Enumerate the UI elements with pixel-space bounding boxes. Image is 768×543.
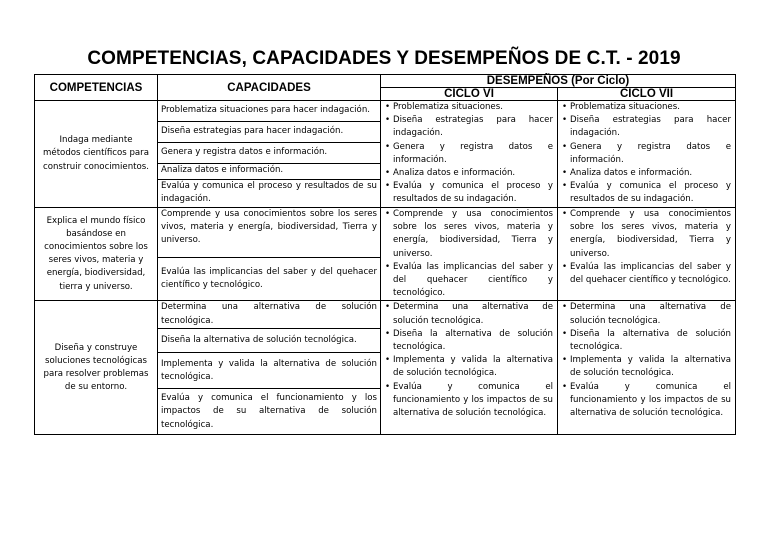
desempeno-ciclo-vii — [558, 101, 736, 208]
desempeno-ciclo-vi — [381, 301, 558, 435]
header-capacidades: CAPACIDADES — [158, 75, 381, 101]
desempeno-ciclo-vii — [558, 301, 736, 435]
desempeno-item: • Evalúa las implicancias del saber y del quehacer científico y tecnológico. — [561, 261, 731, 287]
competencia-indaga: Indaga mediante métodos científicos para construir conocimientos. — [35, 101, 158, 208]
capacidad-cell: Diseña la alternativa de solución tecnológica. — [158, 329, 381, 353]
desempeno-item: • Comprende y usa conocimientos sobre los seres vivos, materia y energía, biodiversidad, Tierra y universo. — [384, 208, 553, 261]
desempeno-item: • Problematiza situaciones. — [561, 101, 731, 114]
desempeno-ciclo-vi — [381, 101, 558, 208]
header-competencias: COMPETENCIAS — [35, 75, 158, 101]
desempeno-item: • Implementa y valida la alternativa de solución tecnológica. — [384, 354, 553, 380]
header-desempenos: DESEMPEÑOS (Por Ciclo) — [381, 75, 736, 88]
page-title: COMPETENCIAS, CAPACIDADES Y DESEMPEÑOS DE C.T. - 2019 — [87, 48, 681, 69]
desempeno-ciclo-vii — [558, 208, 736, 301]
desempeno-item: • Analiza datos e información. — [384, 167, 553, 180]
desempeno-item: • Determina una alternativa de solución tecnológica. — [561, 301, 731, 327]
header-ciclo-vi: CICLO VI — [381, 88, 558, 101]
capacidad-cell: Implementa y valida la alternativa de solución tecnológica. — [158, 353, 381, 389]
competencia-explica: Explica el mundo físico basándose en conocimientos sobre los seres vivos, materia y energía, biodiversidad, tierra y universo. — [35, 208, 158, 301]
desempeno-item: • Implementa y valida la alternativa de solución tecnológica. — [561, 354, 731, 380]
desempeno-item: • Evalúa y comunica el proceso y resultados de su indagación. — [561, 180, 731, 206]
desempeno-item: • Genera y registra datos e información. — [561, 141, 731, 167]
desempeno-item: • Diseña estrategias para hacer indagación. — [384, 114, 553, 140]
desempeno-item: • Evalúa las implicancias del saber y del quehacer científico y tecnológico. — [384, 261, 553, 301]
capacidad-cell: Comprende y usa conocimientos sobre los seres vivos, materia y energía, biodiversidad, Tierra y universo. — [158, 208, 381, 258]
desempeno-item: • Analiza datos e información. — [561, 167, 731, 180]
capacidad-cell: Genera y registra datos e información. — [158, 143, 381, 164]
capacidad-cell: Analiza datos e información. — [158, 164, 381, 180]
desempeno-item: • Evalúa y comunica el funcionamiento y los impactos de su alternativa de solución tecnológica. — [384, 381, 553, 421]
capacidad-cell: Evalúa y comunica el funcionamiento y los impactos de su alternativa de solución tecnológica. — [158, 389, 381, 435]
desempeno-item: • Diseña la alternativa de solución tecnológica. — [384, 328, 553, 354]
desempeno-item: • Diseña estrategias para hacer indagación. — [561, 114, 731, 140]
desempeno-item: • Genera y registra datos e información. — [384, 141, 553, 167]
desempeno-item: • Comprende y usa conocimientos sobre los seres vivos, materia y energía, biodiversidad, Tierra y universo. — [561, 208, 731, 261]
desempeno-item: • Evalúa y comunica el funcionamiento y los impactos de su alternativa de solución tecnológica. — [561, 381, 731, 421]
header-ciclo-vii: CICLO VII — [558, 88, 736, 101]
capacidad-cell: Diseña estrategias para hacer indagación. — [158, 122, 381, 143]
competencias-table — [34, 74, 736, 435]
capacidad-cell: Problematiza situaciones para hacer indagación. — [158, 101, 381, 122]
desempeno-ciclo-vi — [381, 208, 558, 301]
competencia-disena: Diseña y construye soluciones tecnológicas para resolver problemas de su entorno. — [35, 301, 158, 435]
desempeno-item: • Evalúa y comunica el proceso y resultados de su indagación. — [384, 180, 553, 206]
capacidad-cell: Evalúa las implicancias del saber y del quehacer científico y tecnológico. — [158, 257, 381, 301]
desempeno-item: • Determina una alternativa de solución tecnológica. — [384, 301, 553, 327]
desempeno-item: • Diseña la alternativa de solución tecnológica. — [561, 328, 731, 354]
desempeno-item: • Problematiza situaciones. — [384, 101, 553, 114]
capacidad-cell: Evalúa y comunica el proceso y resultados de su indagación. — [158, 180, 381, 208]
capacidad-cell: Determina una alternativa de solución tecnológica. — [158, 301, 381, 329]
